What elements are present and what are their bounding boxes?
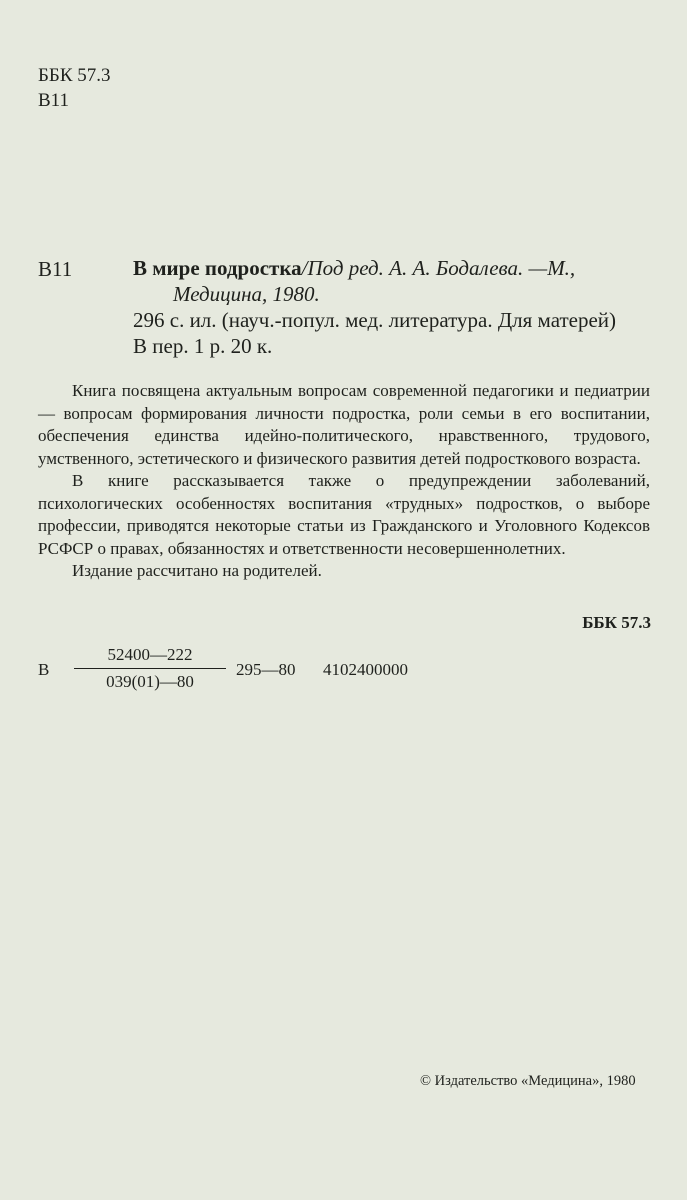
- physical-description: 296 с. ил. (науч.-попул. мед. литература. Для матерей): [133, 308, 617, 332]
- abstract: [38, 380, 650, 583]
- author-sign-top: В11: [38, 90, 69, 111]
- bibliographic-entry: [133, 255, 653, 359]
- book-title: В мире подростка: [133, 256, 302, 280]
- index-numerator: 52400—222: [107, 645, 193, 664]
- abstract-paragraph-3: Издание рассчитано на родителей.: [72, 561, 322, 580]
- abstract-paragraph-2: В книге рассказывается также о предупреждении заболеваний, психологических особенностях воспитания «трудных» подростков, о выборе профессии, приводятся некоторые статьи из Гражданского и Уголовного Кодексов РСФСР о правах, обязанностях и ответственности несовершеннолетних.: [38, 471, 650, 558]
- index-fraction: [74, 644, 226, 693]
- abstract-paragraph-1: Книга посвящена актуальным вопросам современной педагогики и педиатрии — вопросам формирования личности подростка, роли семьи в его воспитании, обеспечения единства идейно-политического, нравственного, трудового, умственного, эстетического и физического развития детей подросткового возраста.: [38, 381, 650, 468]
- entry-code: В11: [38, 257, 73, 281]
- price: В пер. 1 р. 20 к.: [133, 334, 273, 358]
- index-number: 295—80: [236, 660, 296, 679]
- copyright: © Издательство «Медицина», 1980: [420, 1073, 636, 1089]
- classification-block: [38, 63, 111, 113]
- bbk-code-top: ББК 57.3: [38, 65, 111, 86]
- index-code: [38, 644, 538, 696]
- fraction-bar: [74, 668, 226, 669]
- index-letter: В: [38, 660, 50, 679]
- index-isbn: 4102400000: [323, 660, 408, 679]
- bbk-code-bottom: ББК 57.3: [582, 613, 651, 632]
- entry-title-line: [133, 255, 653, 281]
- responsibility: /Под ред. А. А. Бодалева. —М.,: [301, 256, 576, 280]
- index-denominator: 039(01)—80: [106, 672, 194, 691]
- publisher-line: Медицина, 1980.: [173, 282, 320, 306]
